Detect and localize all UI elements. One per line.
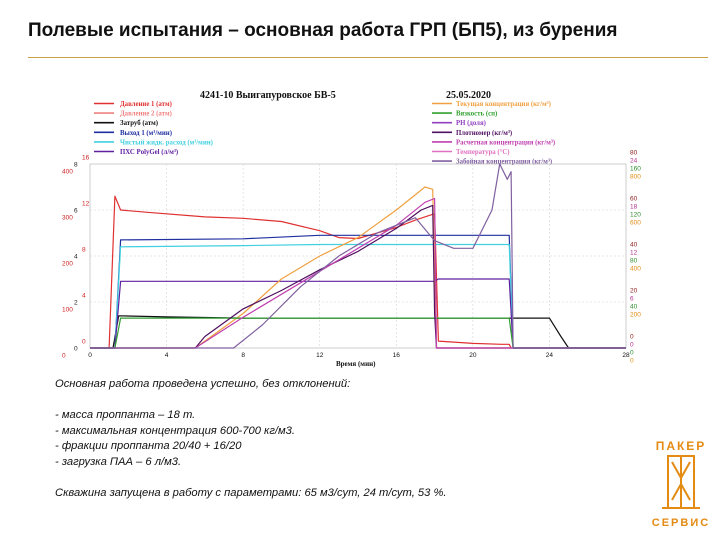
legend-label: ПХС PolyGel (л/м³) [120,149,179,156]
notes-line [55,393,615,409]
right-axis-tick: 0 [630,333,634,341]
chart-date: 25.05.2020 [446,90,491,101]
legend-label: Затруб (атм) [120,120,159,128]
right-axis-tick: 0 [630,341,634,349]
notes-line: - масса проппанта – 18 т. [55,409,196,421]
x-axis-tick: 20 [469,352,477,359]
left-axis-tick: 400 [62,168,73,176]
legend-label: Расчетная концентрация (кг/м³) [456,139,556,147]
right-axis-tick: 6 [630,295,634,303]
right-axis-tick: 120 [630,211,641,219]
x-axis-tick: 16 [392,352,400,359]
left-axis-tick: 0 [74,345,78,353]
legend-label: Давление 1 (атм) [120,101,172,108]
left-axis-tick: 100 [62,306,73,314]
left-axis-tick: 8 [82,246,86,254]
chart-title: 4241-10 Выигапуровское БВ-5 [200,90,336,101]
right-axis-tick: 800 [630,173,641,181]
right-axis-tick: 60 [630,195,638,203]
right-axis-tick: 400 [630,265,641,273]
slide-title: Полевые испытания – основная работа ГРП (БП5), из бурения [28,20,618,41]
left-axis-tick: 4 [74,253,78,261]
notes-line: - загрузка ПАА – 6 л/м3. [55,455,182,468]
right-axis-tick: 18 [630,203,638,211]
logo-emblem [662,456,700,508]
left-axis-tick: 0 [62,352,66,360]
left-axis-tick: 200 [62,260,73,268]
left-axis-tick: 4 [82,292,86,300]
legend-label: Давление 2 (атм) [120,110,172,118]
right-axis-tick: 200 [630,311,641,319]
notes-line: - фракции проппанта 20/40 + 16/20 [55,440,242,452]
x-axis-tick: 4 [164,352,169,359]
left-axis-tick: 300 [62,214,73,222]
legend-label: Выход 1 (м³/мин) [120,129,172,137]
right-axis-tick: 20 [630,287,638,295]
notes-line: - максимальная концентрация 600-700 кг/м3. [55,424,295,437]
legend-label: PH (доля) [456,120,486,128]
notes-line: Скважина запущена в работу с параметрами: 65 м3/сут, 24 т/сут, 53 %. [55,486,447,499]
x-axis-tick: 0 [88,352,92,359]
right-axis-tick: 80 [630,149,638,157]
right-axis-tick: 12 [630,249,638,257]
legend-label: Плотномер (кг/м³) [456,129,513,137]
right-axis-tick: 80 [630,257,638,265]
left-axis-tick: 16 [82,154,90,162]
legend-label: Забойная концентрация (кг/м³) [456,158,553,166]
legend-label: Температура (°С) [456,149,510,156]
notes-line [55,470,615,486]
x-axis-tick: 28 [622,352,630,359]
chart-svg [60,84,642,368]
x-axis-tick: 24 [545,352,554,359]
logo-bottom-text: СЕРВИС [651,517,711,529]
chart [60,84,642,368]
left-axis-tick: 6 [74,207,78,215]
right-axis-tick: 40 [630,241,638,249]
notes-block [55,377,615,501]
right-axis-tick: 0 [630,349,634,357]
company-logo [650,438,712,530]
legend-label: Текущая концентрация (кг/м³) [456,101,551,108]
right-axis-tick: 600 [630,219,641,227]
x-axis-tick: 12 [316,352,324,359]
left-axis-tick: 12 [82,200,90,208]
left-axis-tick: 2 [74,299,78,307]
logo-top-text: ПАКЕР [655,439,707,453]
right-axis-tick: 0 [630,357,634,365]
x-axis-label: Время (мин) [336,360,376,368]
right-axis-tick: 40 [630,303,638,311]
left-axis-tick: 8 [74,161,78,169]
notes-line: Основная работа проведена успешно, без отклонений: [55,378,351,390]
legend-label: Чистый жидк. расход (м³/мин) [120,139,213,147]
x-axis-tick: 8 [241,352,245,359]
right-axis-tick: 160 [630,165,641,173]
title-divider [28,57,708,58]
right-axis-tick: 24 [630,157,638,165]
legend-label: Вязкость (сп) [456,110,498,118]
left-axis-tick: 0 [82,338,86,346]
